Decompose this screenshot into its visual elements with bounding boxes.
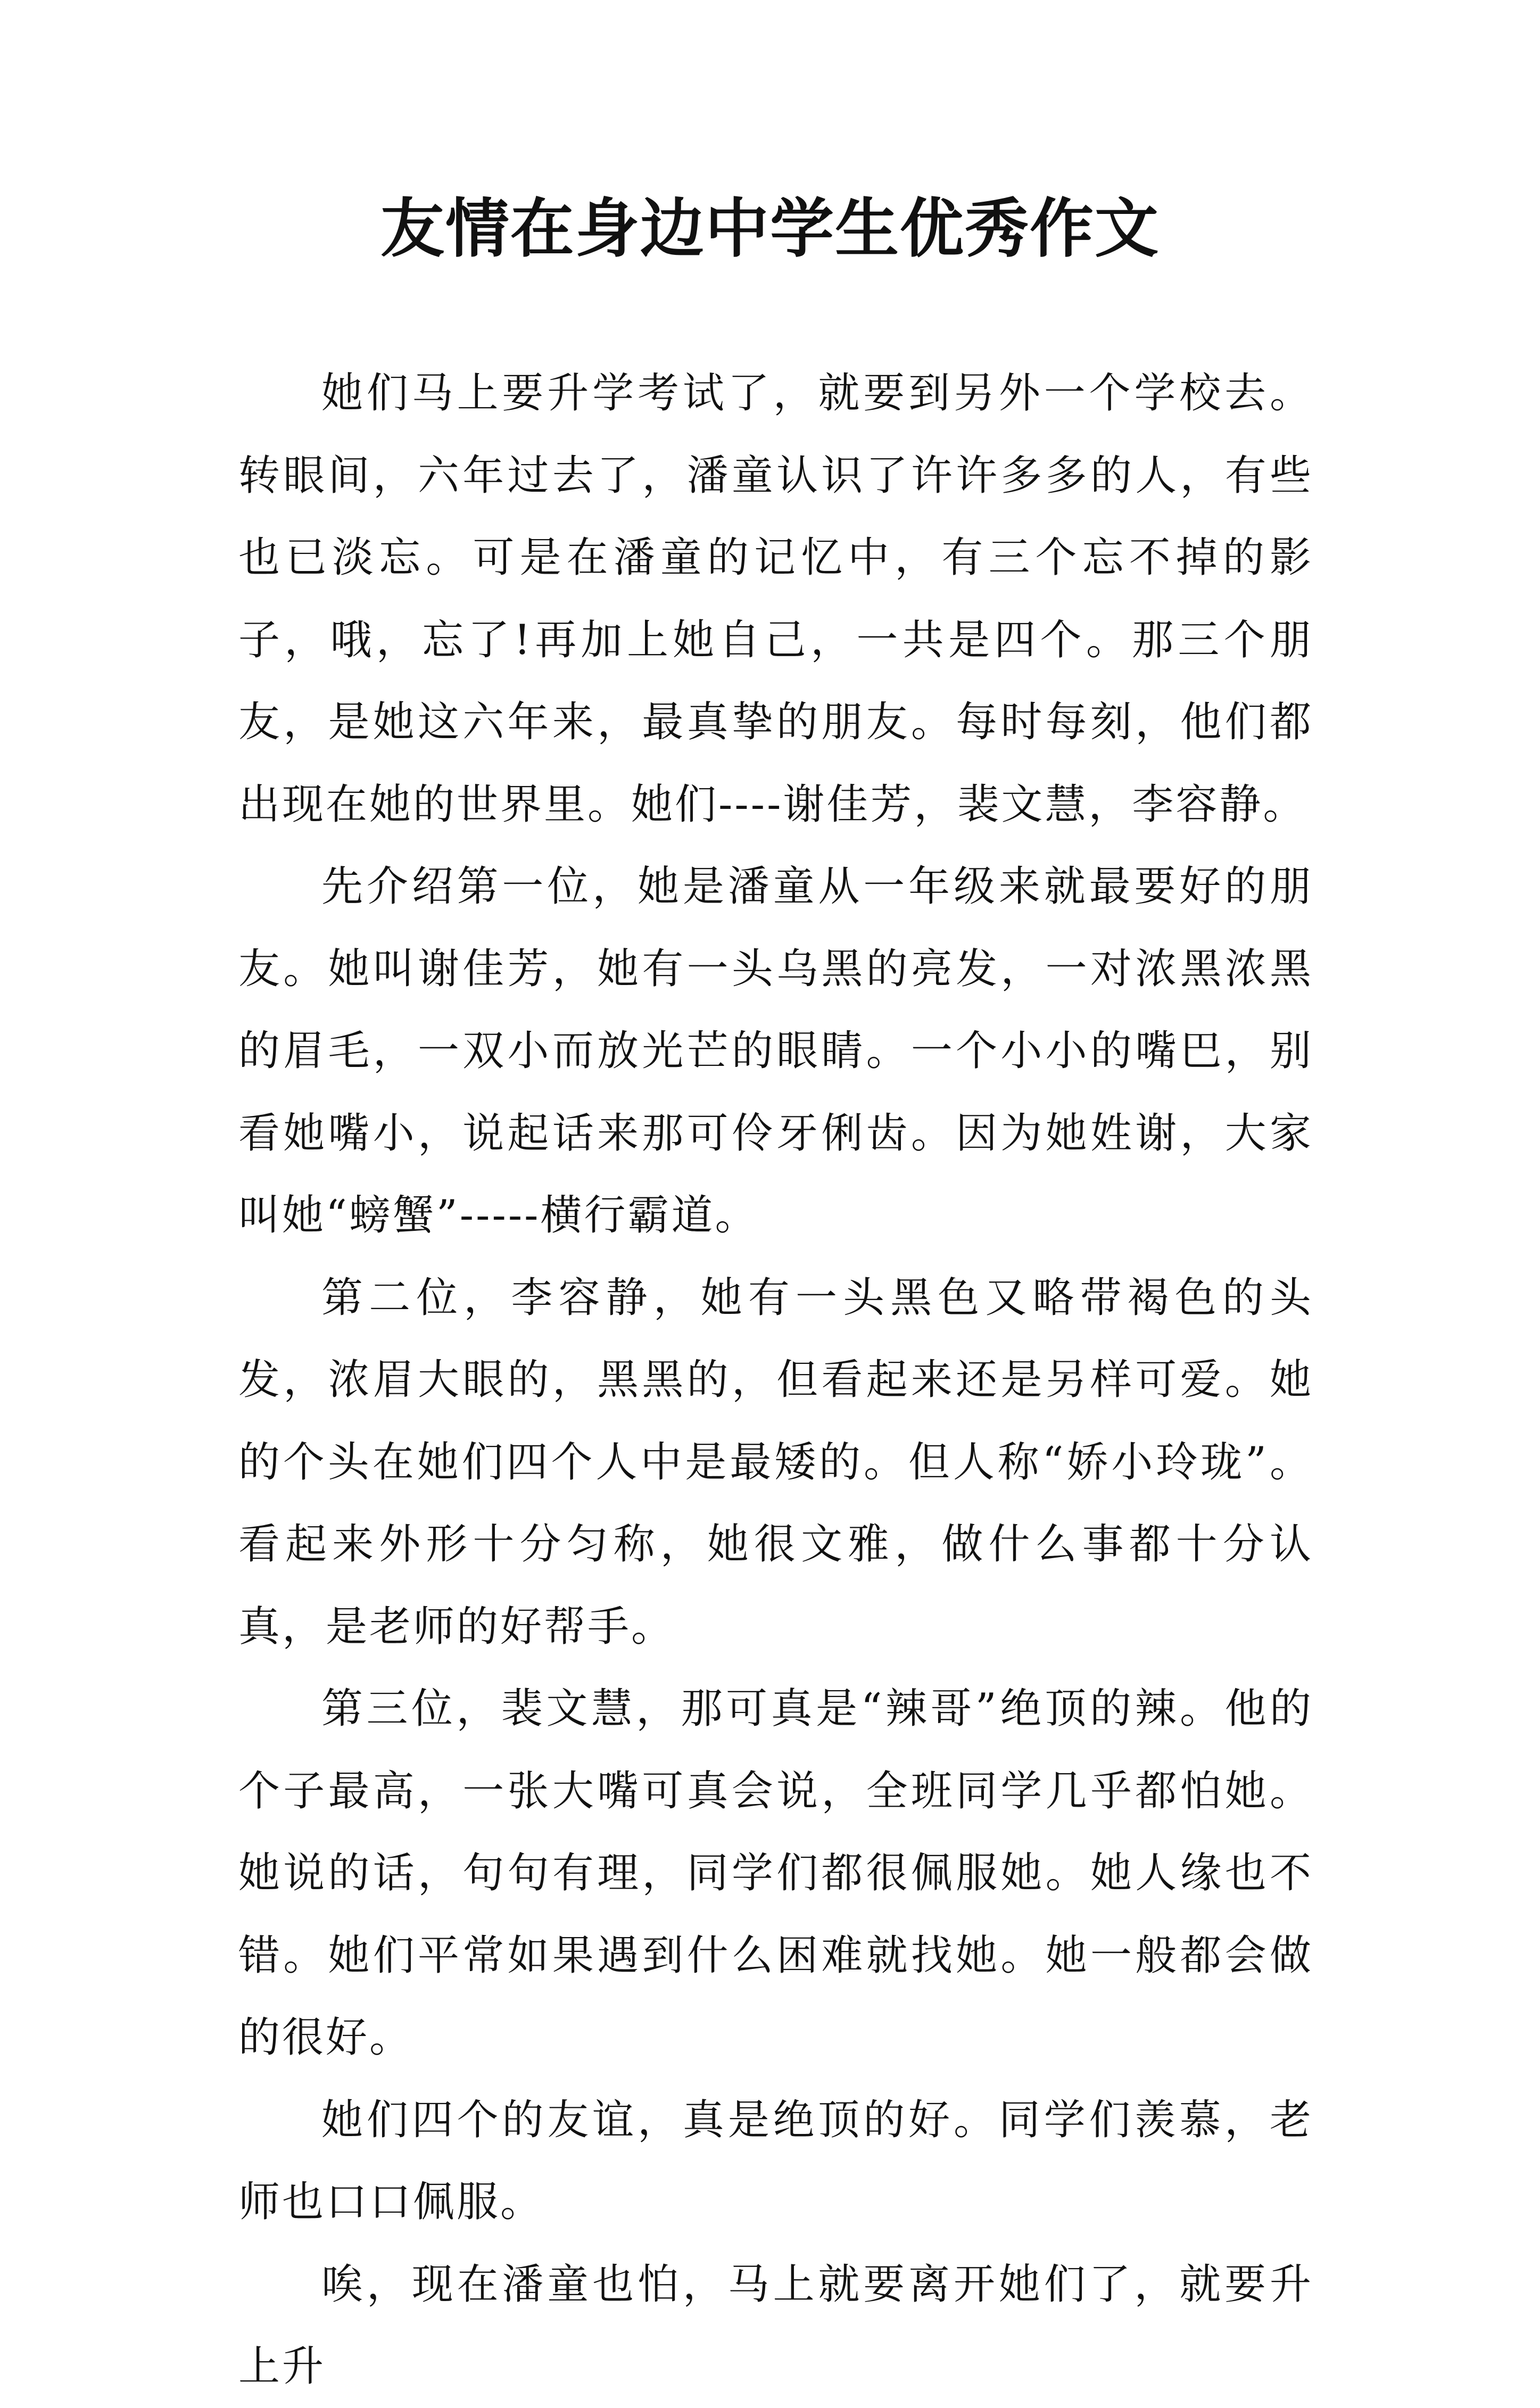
paragraph-2: 先介绍第一位，她是潘童从一年级来就最要好的朋友。她叫谢佳芳，她有一头乌黑的亮发，一对浓黑浓黑的眉毛，一双小而放光芒的眼睛。一个小小的嘴巴，别看她嘴小，说起话来那可伶牙俐齿。因为她姓谢，大家叫她“螃蟹”-----横行霸道。 (238, 863, 1313, 1239)
document-body (238, 352, 1313, 2408)
paragraph-6: 唉，现在潘童也怕，马上就要离开她们了，就要升上升 (238, 2260, 1313, 2390)
paragraph-1: 她们马上要升学考试了，就要到另外一个学校去。转眼间，六年过去了，潘童认识了许许多多的人，有些也已淡忘。可是在潘童的记忆中，有三个忘不掉的影子，哦，忘了!再加上她自己，一共是四个。那三个朋友，是她这六年来，最真挚的朋友。每时每刻，他们都出现在她的世界里。她们----谢佳芳，裴文慧，李容静。 (238, 369, 1313, 829)
paragraph-5: 她们四个的友谊，真是绝顶的好。同学们羡慕，老师也口口佩服。 (238, 2096, 1313, 2226)
paragraph-3: 第二位，李容静，她有一头黑色又略带褐色的头发，浓眉大眼的，黑黑的，但看起来还是另样可爱。她的个头在她们四个人中是最矮的。但人称“娇小玲珑”。看起来外形十分匀称，她很文雅，做什么事都十分认真，是老师的好帮手。 (238, 1273, 1313, 1651)
document-title: 友情在身边中学生优秀作文 (380, 191, 1160, 266)
paragraph-4: 第三位，裴文慧，那可真是“辣哥”绝顶的辣。他的个子最高，一张大嘴可真会说，全班同学几乎都怕她。她说的话，句句有理，同学们都很佩服她。她人缘也不错。她们平常如果遇到什么困难就找她。她一般都会做的很好。 (238, 1685, 1313, 2062)
